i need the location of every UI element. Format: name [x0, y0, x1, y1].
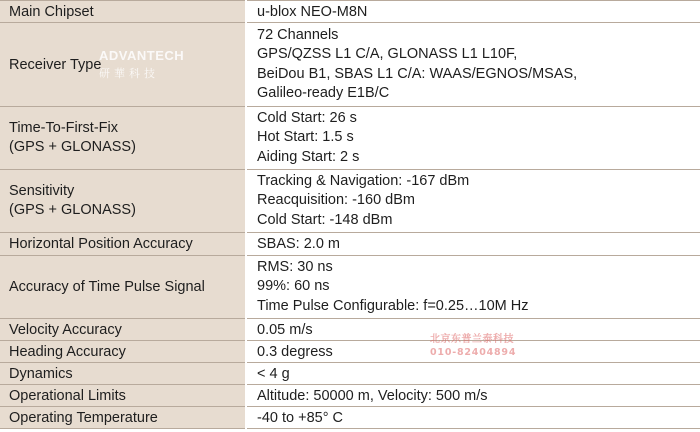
- spec-row-accuracy-of-time-pulse-signal: [0, 256, 700, 319]
- spec-row-heading-accuracy: [0, 341, 700, 363]
- spec-value-text: Reacquisition: -160 dBm: [257, 192, 415, 209]
- spec-value-cell: [246, 319, 700, 341]
- stamp-company-text: 北京东普兰泰科技: [430, 334, 514, 345]
- spec-label-text: Receiver Type: [9, 56, 102, 73]
- spec-value-text: 72 Channels: [257, 26, 339, 43]
- spec-value-text: < 4 g: [257, 365, 290, 382]
- spec-value-cell: [246, 1, 700, 23]
- spec-value-cell: [246, 233, 700, 256]
- spec-value-text: Aiding Start: 2 s: [257, 148, 360, 165]
- spec-row-velocity-accuracy: [0, 319, 700, 341]
- spec-value-text: Cold Start: -148 dBm: [257, 211, 393, 228]
- spec-row-receiver-type: [0, 23, 700, 107]
- spec-label-cell: [0, 233, 246, 256]
- spec-value-text: u-blox NEO-M8N: [257, 3, 368, 20]
- spec-label-text: Operating Temperature: [9, 409, 158, 426]
- spec-label-cell: [0, 256, 246, 319]
- spec-value-text: Galileo-ready E1B/C: [257, 85, 390, 101]
- spec-row-operational-limits: [0, 385, 700, 407]
- spec-value-cell: [246, 107, 700, 170]
- spec-label-text: Operational Limits: [9, 387, 126, 404]
- spec-value-text: Hot Start: 1.5 s: [257, 129, 354, 146]
- spec-value-text: Time Pulse Configurable: f=0.25…10M Hz: [257, 297, 529, 314]
- spec-row-time-to-first-fix: [0, 107, 700, 170]
- spec-label-text: Time-To-First-Fix: [9, 119, 118, 136]
- spec-label-cell: [0, 385, 246, 407]
- spec-value-text: BeiDou B1, SBAS L1 C/A: WAAS/EGNOS/MSAS,: [257, 65, 578, 82]
- spec-label-cell: [0, 363, 246, 385]
- spec-value-cell: [246, 407, 700, 429]
- stamp-phone-text: 010-82404894: [430, 347, 517, 358]
- watermark-brand-text: ADVANTECH: [99, 48, 185, 63]
- spec-value-text: SBAS: 2.0 m: [257, 236, 341, 252]
- spec-label-cell: [0, 107, 246, 170]
- spec-value-text: GPS/QZSS L1 C/A, GLONASS L1 L10F,: [257, 46, 518, 62]
- spec-label-text: (GPS + GLONASS): [9, 139, 136, 155]
- spec-label-text: Main Chipset: [9, 3, 94, 20]
- spec-row-dynamics: [0, 363, 700, 385]
- spec-value-text: Cold Start: 26 s: [257, 109, 357, 126]
- spec-value-text: Altitude: 50000 m, Velocity: 500 m/s: [257, 387, 488, 404]
- spec-value-cell: [246, 363, 700, 385]
- spec-label-cell: [0, 170, 246, 233]
- spec-value-cell: [246, 385, 700, 407]
- spec-row-horizontal-position-accuracy: [0, 233, 700, 256]
- spec-label-text: Horizontal Position Accuracy: [9, 236, 193, 252]
- spec-label-text: Dynamics: [9, 365, 73, 382]
- spec-value-text: Tracking & Navigation: -167 dBm: [257, 172, 470, 189]
- spec-label-cell: [0, 1, 246, 23]
- spec-label-text: (GPS + GLONASS): [9, 202, 136, 218]
- spec-label-text: Velocity Accuracy: [9, 321, 122, 338]
- spec-label-cell: [0, 407, 246, 429]
- spec-value-cell: [246, 170, 700, 233]
- spec-value-cell: [246, 23, 700, 107]
- spec-label-text: Heading Accuracy: [9, 343, 126, 360]
- spec-value-text: RMS: 30 ns: [257, 258, 333, 275]
- spec-row-sensitivity: [0, 170, 700, 233]
- spec-row-main-chipset: [0, 1, 700, 23]
- spec-value-text: 99%: 60 ns: [257, 278, 330, 295]
- spec-label-cell: [0, 319, 246, 341]
- spec-value-text: 0.05 m/s: [257, 321, 313, 338]
- spec-value-text: -40 to +85° C: [257, 409, 344, 426]
- spec-label-cell: [0, 341, 246, 363]
- spec-value-cell: [246, 256, 700, 319]
- spec-row-operating-temperature: [0, 407, 700, 429]
- spec-label-text: Sensitivity: [9, 182, 75, 199]
- spec-table-body: [0, 1, 700, 429]
- spec-label-text: Accuracy of Time Pulse Signal: [9, 279, 205, 295]
- spec-value-cell: [246, 341, 700, 363]
- spec-label-cell: [0, 23, 246, 107]
- spec-value-text: 0.3 degress: [257, 343, 333, 360]
- watermark-chinese-text: 研華科技: [99, 67, 159, 80]
